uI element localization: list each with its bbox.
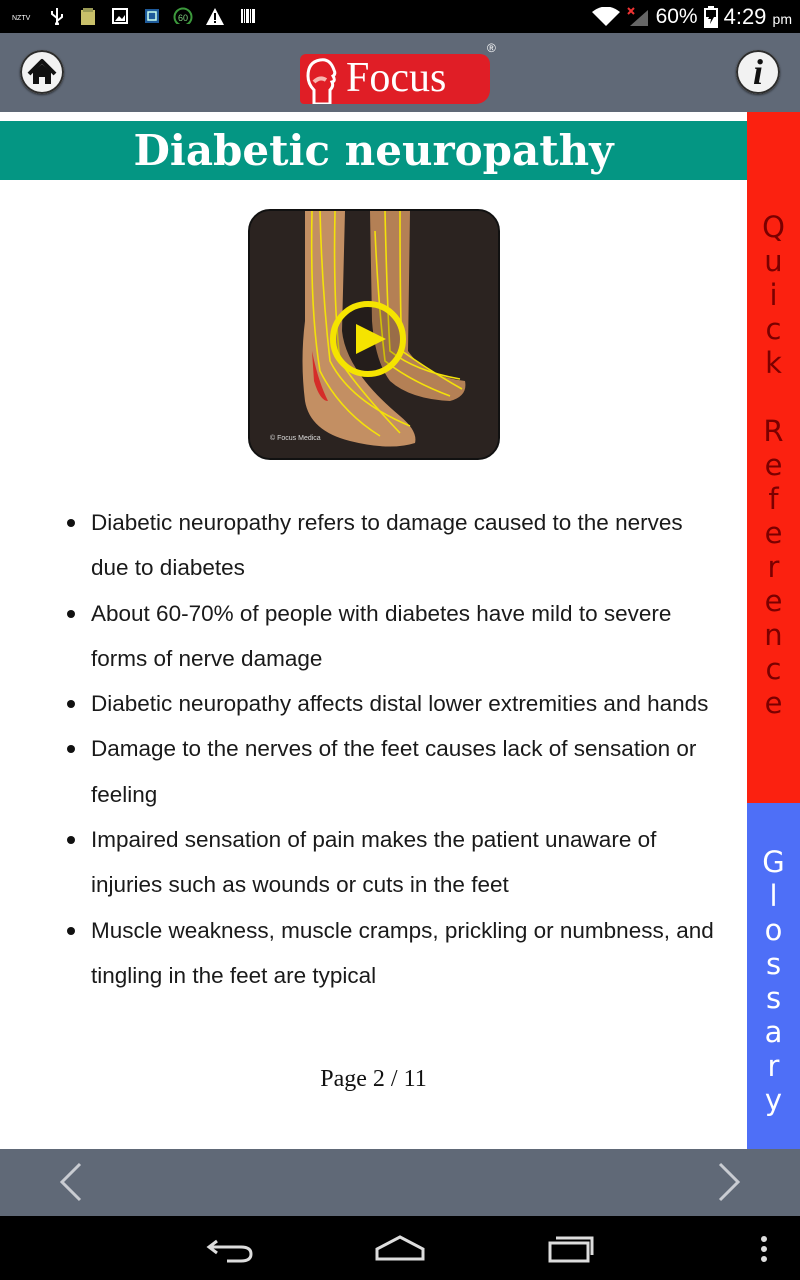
tab-letter: l (769, 879, 778, 913)
tab-letter: e (764, 584, 783, 618)
clock-time: 4:29 (723, 3, 767, 29)
app-header (0, 33, 800, 112)
glossary-tab[interactable] (747, 803, 800, 1149)
page-title: Diabetic neuropathy (133, 126, 614, 175)
registered-mark: ® (487, 41, 496, 55)
tab-letter: r (767, 1049, 780, 1083)
tab-letter: i (769, 278, 778, 312)
next-page-button[interactable] (708, 1162, 748, 1202)
usb-icon (50, 8, 64, 25)
home-nav-icon[interactable] (374, 1231, 426, 1265)
quick-reference-label (747, 210, 800, 720)
tab-letter: e (764, 686, 783, 720)
nz-tv-icon (12, 12, 34, 29)
wifi-icon (592, 7, 620, 27)
video-thumbnail[interactable] (248, 209, 500, 460)
gallery-icon (112, 8, 128, 25)
tab-letter: c (765, 312, 782, 346)
no-signal-icon (626, 6, 650, 28)
tab-letter: r (767, 550, 780, 584)
title-band (0, 121, 747, 180)
files-icon (80, 8, 96, 25)
barcode-icon (240, 8, 256, 25)
glossary-label (747, 845, 800, 1117)
tab-letter: f (768, 482, 779, 516)
tab-letter: G (762, 845, 785, 879)
back-icon[interactable] (205, 1231, 255, 1265)
video-credit: © Focus Medica (270, 435, 321, 442)
tab-letter: y (764, 1083, 783, 1117)
tab-letter: s (765, 981, 782, 1015)
tab-letter: a (764, 1015, 783, 1049)
status-bar (0, 0, 800, 33)
chevron-right-icon (708, 1162, 748, 1202)
list-item: Diabetic neuropathy affects distal lower extremities and hands (91, 681, 720, 726)
tab-letter: o (764, 913, 783, 947)
content-list (60, 500, 720, 998)
home-icon (20, 50, 64, 94)
tab-letter: Q (762, 210, 785, 244)
menu-dots-icon[interactable] (756, 1231, 772, 1265)
info-icon: i (752, 52, 763, 92)
list-item: Muscle weakness, muscle cramps, prickling or numbness, and tingling in the feet are typical (91, 908, 720, 999)
tab-letter (747, 380, 800, 414)
bottom-nav-bar (0, 1149, 800, 1216)
recents-icon[interactable] (546, 1231, 596, 1265)
tab-letter: R (763, 414, 784, 448)
warning-icon (206, 8, 224, 25)
list-item: About 60-70% of people with diabetes have mild to severe forms of nerve damage (91, 591, 720, 682)
tab-letter: k (765, 346, 782, 380)
system-navigation-bar (0, 1216, 800, 1280)
list-item: Diabetic neuropathy refers to damage caused to the nerves due to diabetes (91, 500, 720, 591)
clock (724, 4, 792, 30)
header-divider (0, 112, 747, 121)
page-indicator: Page 2 / 11 (320, 1066, 427, 1092)
battery-percent: 60% (655, 4, 698, 28)
foot-nerves-image (250, 211, 498, 458)
clock-ampm: pm (772, 10, 792, 27)
list-item: Damage to the nerves of the feet causes lack of sensation or feeling (91, 726, 720, 817)
tab-letter: u (764, 244, 783, 278)
info-button[interactable] (736, 50, 780, 94)
tab-letter: e (764, 516, 783, 550)
logo-head-icon (300, 54, 346, 104)
previous-page-button[interactable] (52, 1162, 92, 1202)
tab-letter: c (765, 652, 782, 686)
quick-reference-tab[interactable] (747, 112, 800, 803)
chevron-left-icon (52, 1162, 92, 1202)
tab-letter: s (765, 947, 782, 981)
focus-logo (300, 54, 490, 104)
tab-letter: n (764, 618, 783, 652)
svg-text:NZTV: NZTV (12, 15, 31, 22)
tab-letter: e (764, 448, 783, 482)
home-button[interactable] (20, 50, 64, 94)
list-item: Impaired sensation of pain makes the patient unaware of injuries such as wounds or cuts in the feet (91, 817, 720, 908)
battery-icon (704, 6, 718, 28)
speed-60-icon (173, 7, 193, 24)
sim-icon (144, 8, 160, 25)
speed-badge-text: 60 (177, 13, 189, 23)
logo-text: Focus (346, 55, 447, 101)
status-right (592, 0, 792, 33)
